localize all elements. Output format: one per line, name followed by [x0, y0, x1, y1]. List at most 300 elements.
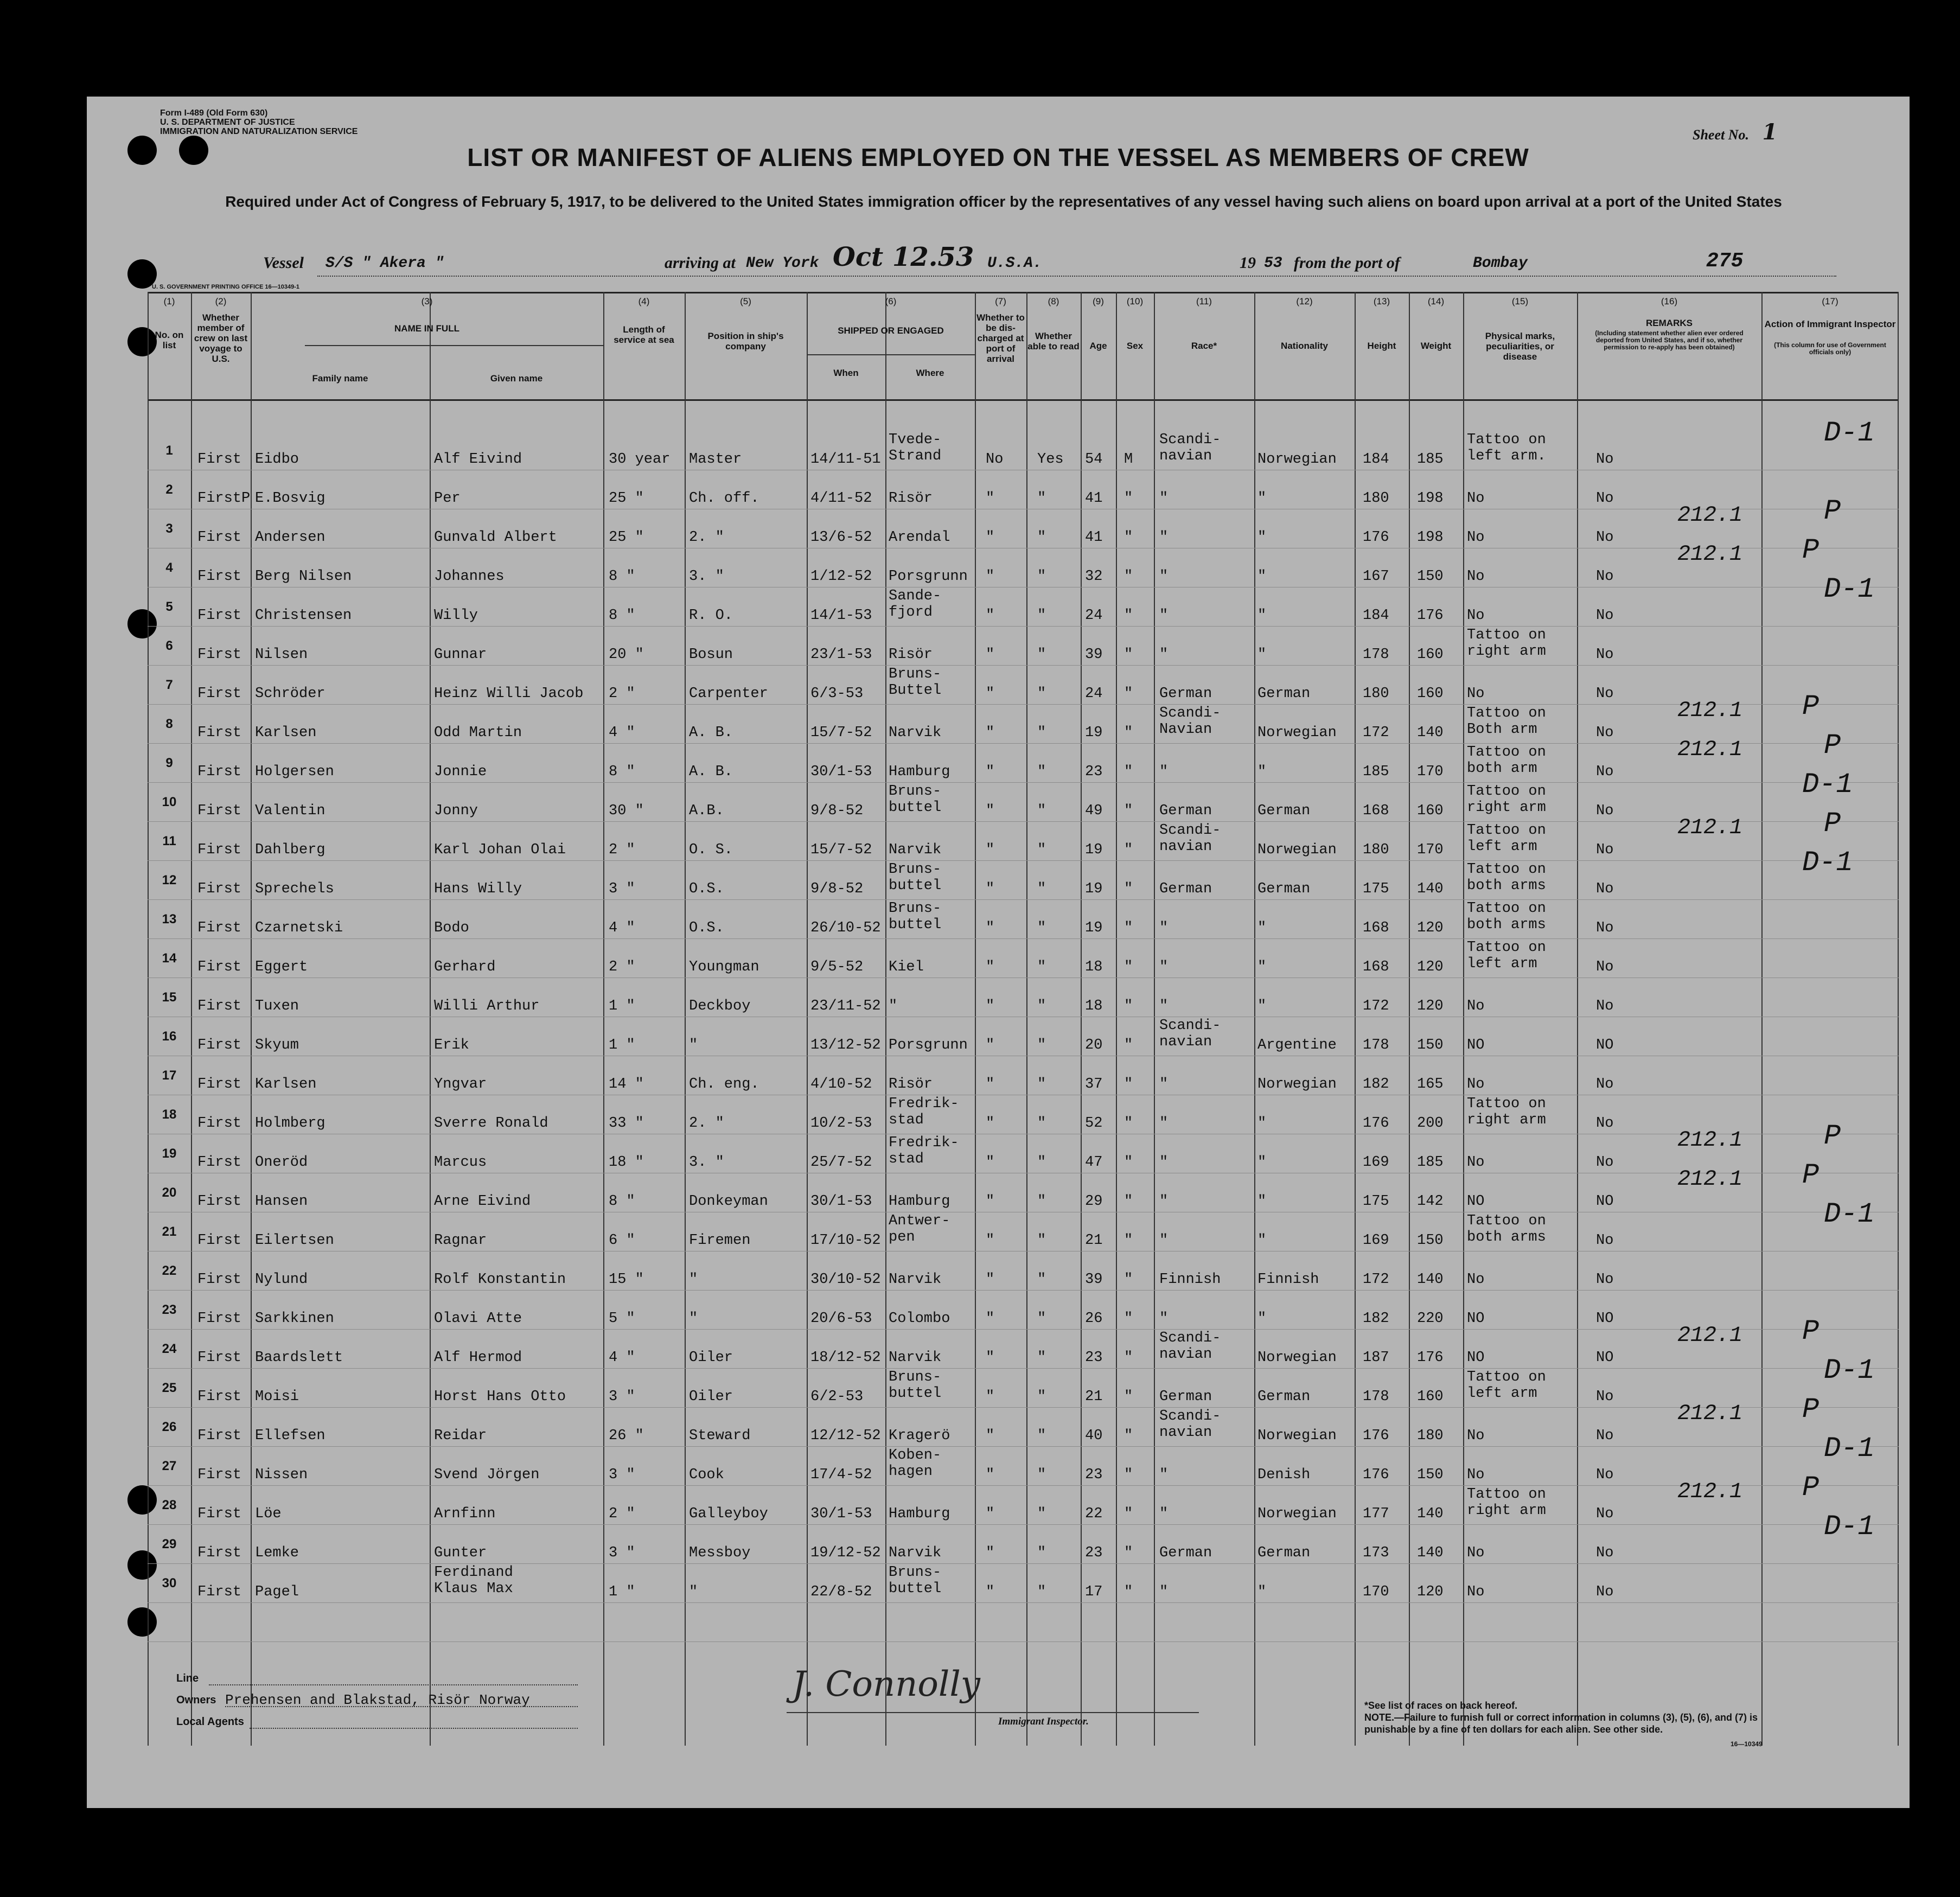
position-cell: Bosun — [689, 647, 733, 663]
family-name-cell: Karlsen — [255, 1076, 317, 1093]
age-cell: 18 — [1085, 998, 1103, 1014]
shipped-when-cell: 13/12-52 — [810, 1037, 881, 1053]
length-of-service-cell: 8 " — [609, 764, 635, 780]
height-cell: 172 — [1363, 1272, 1389, 1288]
shipped-when-cell: 19/12-52 — [810, 1545, 881, 1561]
sex-cell: " — [1124, 1389, 1133, 1405]
sheet-number — [1693, 119, 1777, 145]
shipped-when-cell: 20/6-53 — [810, 1311, 872, 1327]
table-row — [148, 1018, 1899, 1056]
family-name-cell: Sprechels — [255, 881, 334, 897]
row-rule — [148, 626, 1899, 627]
line-label: Line — [176, 1672, 199, 1684]
signature-line — [787, 1712, 1199, 1713]
last-voyage-cell: First — [197, 608, 242, 624]
form-line: U. S. DEPARTMENT OF JUSTICE — [160, 118, 295, 127]
height-cell: 172 — [1363, 998, 1389, 1014]
last-voyage-cell: First — [197, 920, 242, 936]
family-name-cell: Holgersen — [255, 764, 334, 780]
last-voyage-cell: First — [197, 686, 242, 702]
nationality-cell: " — [1257, 920, 1267, 936]
given-name-cell: Rolf Konstantin — [434, 1272, 566, 1288]
agents-label: Local Agents — [176, 1716, 244, 1728]
row-rule — [148, 1524, 1899, 1525]
header-shipped: SHIPPED OR ENGAGED — [838, 325, 944, 336]
position-cell: Cook — [689, 1467, 724, 1483]
discharged-cell: " — [986, 1272, 995, 1288]
age-cell: 23 — [1085, 1545, 1103, 1561]
last-voyage-cell: First — [197, 842, 242, 858]
height-cell: 168 — [1363, 920, 1389, 936]
remarks-code-cell: 212.1 — [1677, 1128, 1743, 1153]
row-rule — [148, 1602, 1899, 1603]
position-cell: A. B. — [689, 764, 733, 780]
family-name-cell: E.Bosvig — [255, 490, 325, 507]
age-cell: 37 — [1085, 1076, 1103, 1093]
family-name-cell: Lemke — [255, 1545, 299, 1561]
row-number: 2 — [165, 482, 173, 497]
position-cell: 2. " — [689, 529, 724, 546]
shipped-where-cell: Kiel — [889, 959, 924, 975]
able-to-read-cell: " — [1037, 998, 1046, 1014]
position-cell: " — [689, 1272, 698, 1288]
shipped-where-cell: " — [889, 998, 898, 1014]
remarks-cell: No — [1596, 451, 1614, 468]
row-rule — [148, 704, 1899, 705]
height-cell: 172 — [1363, 725, 1389, 741]
weight-cell: 220 — [1417, 1311, 1444, 1327]
able-to-read-cell: " — [1037, 881, 1046, 897]
shipped-when-cell: 23/11-52 — [810, 998, 881, 1014]
sex-cell: " — [1124, 920, 1133, 936]
discharged-cell: " — [986, 686, 995, 702]
height-cell: 167 — [1363, 569, 1389, 585]
discharged-cell: " — [986, 1115, 995, 1132]
family-name-cell: Czarnetski — [255, 920, 343, 936]
nationality-cell: German — [1257, 803, 1311, 819]
row-number: 25 — [162, 1381, 177, 1395]
row-number: 16 — [162, 1029, 177, 1044]
discharged-cell: " — [986, 608, 995, 624]
race-cell: Scandi- navian — [1159, 432, 1221, 464]
race-cell: " — [1159, 1506, 1169, 1522]
row-number: 23 — [162, 1302, 177, 1317]
height-cell: 178 — [1363, 647, 1389, 663]
age-cell: 47 — [1085, 1154, 1103, 1171]
shipped-when-cell: 30/1-53 — [810, 1506, 872, 1522]
age-cell: 19 — [1085, 842, 1103, 858]
weight-cell: 185 — [1417, 1154, 1444, 1171]
race-cell: German — [1159, 803, 1212, 819]
length-of-service-cell: 6 " — [609, 1232, 635, 1249]
age-cell: 29 — [1085, 1193, 1103, 1210]
header-race: Race* — [1191, 341, 1217, 351]
nationality-cell: German — [1257, 686, 1311, 702]
row-number: 10 — [162, 795, 177, 809]
sex-cell: " — [1124, 1467, 1133, 1483]
discharged-cell: " — [986, 1467, 995, 1483]
shipped-where-cell: Narvik — [889, 1545, 942, 1561]
shipped-where-cell: Fredrik- stad — [889, 1135, 959, 1167]
remarks-cell: NO — [1596, 1311, 1614, 1327]
year-value: 53 — [1264, 255, 1282, 272]
length-of-service-cell: 4 " — [609, 725, 635, 741]
family-name-cell: Berg Nilsen — [255, 569, 352, 585]
race-cell: " — [1159, 608, 1169, 624]
shipped-where-cell: Hamburg — [889, 764, 950, 780]
physical-marks-cell: No — [1467, 1076, 1485, 1093]
remarks-cell: No — [1596, 998, 1614, 1014]
physical-marks-cell: Tattoo on right arm — [1467, 1486, 1546, 1519]
remarks-code-cell: 212.1 — [1677, 542, 1743, 567]
discharged-cell: " — [986, 569, 995, 585]
given-name-cell: Horst Hans Otto — [434, 1389, 566, 1405]
page-subtitle: Required under Act of Congress of February 5, 1917, to be delivered to the United States immigration officer by the representatives of any vessel having such aliens on board upon arrival at a port of the United States — [225, 193, 1782, 210]
shipped-when-cell: 4/10-52 — [810, 1076, 872, 1093]
footer-line-field — [176, 1672, 578, 1685]
race-note: *See list of races on back hereof. — [1364, 1700, 1518, 1711]
column-number: (12) — [1296, 296, 1313, 306]
position-cell: Master — [689, 451, 742, 468]
length-of-service-cell: 8 " — [609, 608, 635, 624]
height-cell: 184 — [1363, 608, 1389, 624]
inspector-action-cell: D-1 — [1802, 769, 1853, 801]
remarks-cell: No — [1596, 608, 1614, 624]
length-of-service-cell: 5 " — [609, 1311, 635, 1327]
inspector-action-cell: P — [1824, 1120, 1841, 1152]
weight-cell: 150 — [1417, 1037, 1444, 1053]
weight-cell: 120 — [1417, 1584, 1444, 1600]
last-voyage-cell: First — [197, 1232, 242, 1249]
discharged-cell: No — [986, 451, 1004, 468]
length-of-service-cell: 2 " — [609, 1506, 635, 1522]
physical-marks-cell: Tattoo on left arm. — [1467, 432, 1546, 464]
last-voyage-cell: First — [197, 725, 242, 741]
header-discharged: Whether to be dis-charged at port of arrival — [976, 312, 1025, 364]
sex-cell: " — [1124, 725, 1133, 741]
physical-marks-cell: No — [1467, 1272, 1485, 1288]
nationality-cell: Norwegian — [1257, 725, 1337, 741]
weight-cell: 198 — [1417, 490, 1444, 507]
remarks-cell: No — [1596, 1232, 1614, 1249]
column-number: (16) — [1661, 296, 1678, 306]
remarks-cell: No — [1596, 920, 1614, 936]
row-number: 4 — [165, 560, 173, 575]
row-number: 9 — [165, 756, 173, 770]
vessel-underline — [317, 276, 1836, 277]
remarks-cell: No — [1596, 490, 1614, 507]
inspector-label: Immigrant Inspector. — [998, 1716, 1089, 1727]
given-name-cell: Gunnar — [434, 647, 487, 663]
sex-cell: " — [1124, 1076, 1133, 1093]
shipped-when-cell: 6/3-53 — [810, 686, 864, 702]
able-to-read-cell: " — [1037, 1545, 1046, 1561]
height-cell: 184 — [1363, 451, 1389, 468]
position-cell: Oiler — [689, 1350, 733, 1366]
given-name-cell: Karl Johan Olai — [434, 842, 566, 858]
last-voyage-cell: First — [197, 1584, 242, 1600]
row-number: 24 — [162, 1342, 177, 1356]
row-number: 14 — [162, 951, 177, 966]
nationality-cell: Norwegian — [1257, 1076, 1337, 1093]
row-number: 13 — [162, 912, 177, 927]
discharged-cell: " — [986, 881, 995, 897]
able-to-read-cell: " — [1037, 1154, 1046, 1171]
discharged-cell: " — [986, 998, 995, 1014]
length-of-service-cell: 3 " — [609, 1545, 635, 1561]
inspector-action-cell: P — [1824, 730, 1841, 762]
race-cell: German — [1159, 881, 1212, 897]
sheet-label: Sheet No. — [1693, 127, 1749, 143]
sex-cell: " — [1124, 998, 1133, 1014]
age-cell: 23 — [1085, 764, 1103, 780]
row-number: 3 — [165, 521, 173, 536]
discharged-cell: " — [986, 1389, 995, 1405]
row-rule — [148, 860, 1899, 861]
header-whether-member: Whether member of crew on last voyage to U.S. — [194, 312, 248, 364]
height-cell: 177 — [1363, 1506, 1389, 1522]
age-cell: 22 — [1085, 1506, 1103, 1522]
physical-marks-cell: Tattoo on Both arm — [1467, 705, 1546, 738]
physical-marks-cell: No — [1467, 1154, 1485, 1171]
nationality-cell: " — [1257, 764, 1267, 780]
remarks-cell: No — [1596, 1584, 1614, 1600]
column-number: (14) — [1427, 296, 1445, 306]
age-cell: 19 — [1085, 920, 1103, 936]
height-cell: 175 — [1363, 1193, 1389, 1210]
physical-marks-cell: No — [1467, 529, 1485, 546]
nationality-cell: " — [1257, 1115, 1267, 1132]
remarks-cell: No — [1596, 1545, 1614, 1561]
given-name-cell: Yngvar — [434, 1076, 487, 1093]
inspector-action-cell: P — [1802, 691, 1819, 723]
shipped-when-cell: 9/8-52 — [810, 803, 864, 819]
manifest-sheet — [87, 97, 1910, 1808]
nationality-cell: " — [1257, 608, 1267, 624]
family-name-cell: Ellefsen — [255, 1428, 325, 1444]
height-cell: 173 — [1363, 1545, 1389, 1561]
race-cell: Scandi- navian — [1159, 1018, 1221, 1050]
height-cell: 176 — [1363, 529, 1389, 546]
column-number: (3) — [421, 296, 433, 306]
nationality-cell: " — [1257, 1232, 1267, 1249]
age-cell: 23 — [1085, 1350, 1103, 1366]
remarks-cell: NO — [1596, 1193, 1614, 1210]
race-cell: " — [1159, 764, 1169, 780]
weight-cell: 200 — [1417, 1115, 1444, 1132]
physical-marks-cell: No — [1467, 686, 1485, 702]
crew-manifest-table — [148, 292, 1899, 1746]
last-voyage-cell: First — [197, 529, 242, 546]
row-rule — [148, 743, 1899, 744]
family-name-cell: Christensen — [255, 608, 352, 624]
page-title: LIST OR MANIFEST OF ALIENS EMPLOYED ON THE VESSEL AS MEMBERS OF CREW — [467, 143, 1529, 171]
sex-cell: " — [1124, 1545, 1133, 1561]
shipped-where-cell: Bruns- buttel — [889, 900, 942, 933]
remarks-cell: No — [1596, 803, 1614, 819]
physical-marks-cell: Tattoo on both arm — [1467, 744, 1546, 777]
race-cell: " — [1159, 1467, 1169, 1483]
row-number: 18 — [162, 1107, 177, 1122]
height-cell: 180 — [1363, 490, 1389, 507]
remarks-cell: No — [1596, 1272, 1614, 1288]
remarks-cell: No — [1596, 842, 1614, 858]
position-cell: Messboy — [689, 1545, 751, 1561]
shipped-when-cell: 25/7-52 — [810, 1154, 872, 1171]
inspector-signature: J. Connolly — [792, 1664, 980, 1704]
shipped-where-cell: Kragerö — [889, 1428, 950, 1444]
shipped-where-cell: Bruns- buttel — [889, 1369, 942, 1402]
race-cell: " — [1159, 920, 1169, 936]
age-cell: 40 — [1085, 1428, 1103, 1444]
length-of-service-cell: 1 " — [609, 998, 635, 1014]
shipped-when-cell: 12/12-52 — [810, 1428, 881, 1444]
race-cell: " — [1159, 529, 1169, 546]
last-voyage-cell: First — [197, 1428, 242, 1444]
header-weight: Weight — [1420, 341, 1452, 351]
footer-notes — [1364, 1700, 1798, 1735]
header-able-read: Whether able to read — [1027, 331, 1080, 352]
sex-cell: " — [1124, 1506, 1133, 1522]
header-sex: Sex — [1126, 341, 1144, 351]
name-divider — [305, 345, 603, 346]
row-number: 8 — [165, 717, 173, 731]
able-to-read-cell: " — [1037, 490, 1046, 507]
manifest-number: 275 — [1706, 250, 1744, 273]
inspector-action-cell: P — [1824, 808, 1841, 840]
able-to-read-cell: " — [1037, 1076, 1046, 1093]
remarks-cell: No — [1596, 1467, 1614, 1483]
sex-cell: " — [1124, 647, 1133, 663]
discharged-cell: " — [986, 529, 995, 546]
position-cell: " — [689, 1311, 698, 1327]
position-cell: Deckboy — [689, 998, 751, 1014]
last-voyage-cell: First — [197, 764, 242, 780]
shipped-when-cell: 4/11-52 — [810, 490, 872, 507]
inspector-action-cell: P — [1802, 1394, 1819, 1426]
discharged-cell: " — [986, 1506, 995, 1522]
discharged-cell: " — [986, 1232, 995, 1249]
row-rule — [148, 1329, 1899, 1330]
given-name-cell: Svend Jörgen — [434, 1467, 540, 1483]
shipped-where-cell: Fredrik- stad — [889, 1096, 959, 1128]
remarks-cell: No — [1596, 1506, 1614, 1522]
physical-marks-cell: Tattoo on left arm — [1467, 1369, 1546, 1402]
line-underline — [209, 1684, 578, 1685]
position-cell: O.S. — [689, 881, 724, 897]
sex-cell: " — [1124, 1428, 1133, 1444]
inspector-action-cell: D-1 — [1802, 847, 1853, 879]
row-number: 30 — [162, 1576, 177, 1591]
race-cell: " — [1159, 1154, 1169, 1171]
family-name-cell: Holmberg — [255, 1115, 325, 1132]
shipped-where-cell: Narvik — [889, 725, 942, 741]
able-to-read-cell: " — [1037, 608, 1046, 624]
given-name-cell: Gunvald Albert — [434, 529, 557, 546]
nationality-cell: German — [1257, 1389, 1311, 1405]
family-name-cell: Schröder — [255, 686, 325, 702]
age-cell: 20 — [1085, 1037, 1103, 1053]
given-name-cell: Jonnie — [434, 764, 487, 780]
weight-cell: 170 — [1417, 842, 1444, 858]
length-of-service-cell: 3 " — [609, 1467, 635, 1483]
able-to-read-cell: " — [1037, 1193, 1046, 1210]
length-of-service-cell: 18 " — [609, 1154, 644, 1171]
weight-cell: 160 — [1417, 1389, 1444, 1405]
header-when: When — [833, 368, 859, 378]
discharged-cell: " — [986, 1311, 995, 1327]
age-cell: 18 — [1085, 959, 1103, 975]
table-row — [148, 1291, 1899, 1329]
age-cell: 21 — [1085, 1232, 1103, 1249]
height-cell: 182 — [1363, 1076, 1389, 1093]
weight-cell: 185 — [1417, 451, 1444, 468]
discharged-cell: " — [986, 1428, 995, 1444]
table-row — [148, 940, 1899, 978]
physical-marks-cell: Tattoo on right arm — [1467, 627, 1546, 660]
row-number: 5 — [165, 599, 173, 614]
age-cell: 26 — [1085, 1311, 1103, 1327]
age-cell: 41 — [1085, 529, 1103, 546]
length-of-service-cell: 30 year — [609, 451, 671, 468]
inspector-action-cell: D-1 — [1824, 1433, 1875, 1465]
position-cell: O.S. — [689, 920, 724, 936]
sex-cell: " — [1124, 959, 1133, 975]
given-name-cell: Heinz Willi Jacob — [434, 686, 584, 702]
shipped-where-cell: Narvik — [889, 1272, 942, 1288]
able-to-read-cell: " — [1037, 569, 1046, 585]
given-name-cell: Hans Willy — [434, 881, 522, 897]
given-name-cell: Alf Eivind — [434, 451, 522, 468]
nationality-cell: Argentine — [1257, 1037, 1337, 1053]
shipped-where-cell: Colombo — [889, 1311, 950, 1327]
family-name-cell: Nylund — [255, 1272, 308, 1288]
family-name-cell: Dahlberg — [255, 842, 325, 858]
race-cell: German — [1159, 686, 1212, 702]
column-number: (10) — [1126, 296, 1144, 306]
sex-cell: " — [1124, 1350, 1133, 1366]
sex-cell: " — [1124, 490, 1133, 507]
able-to-read-cell: Yes — [1037, 451, 1064, 468]
nationality-cell: German — [1257, 881, 1311, 897]
remarks-cell: No — [1596, 1428, 1614, 1444]
form-line: Form I-489 (Old Form 630) — [160, 108, 268, 118]
race-cell: Scandi- navian — [1159, 1408, 1221, 1441]
nationality-cell: Denish — [1257, 1467, 1311, 1483]
race-cell: German — [1159, 1389, 1212, 1405]
discharged-cell: " — [986, 842, 995, 858]
sex-cell: " — [1124, 1193, 1133, 1210]
shipped-when-cell: 15/7-52 — [810, 842, 872, 858]
length-of-service-cell: 3 " — [609, 881, 635, 897]
header-length-service: Length of service at sea — [614, 324, 674, 345]
weight-cell: 140 — [1417, 1545, 1444, 1561]
age-cell: 54 — [1085, 451, 1103, 468]
physical-marks-cell: Tattoo on both arms — [1467, 861, 1546, 894]
given-name-cell: Johannes — [434, 569, 505, 585]
row-rule — [148, 899, 1899, 900]
shipped-divider — [807, 354, 975, 355]
height-cell: 178 — [1363, 1389, 1389, 1405]
shipped-where-cell: Bruns- buttel — [889, 1564, 942, 1597]
age-cell: 17 — [1085, 1584, 1103, 1600]
weight-cell: 165 — [1417, 1076, 1444, 1093]
length-of-service-cell: 3 " — [609, 1389, 635, 1405]
physical-marks-cell: No — [1467, 1467, 1485, 1483]
nationality-cell: Norwegian — [1257, 1428, 1337, 1444]
sex-cell: " — [1124, 881, 1133, 897]
height-cell: 168 — [1363, 959, 1389, 975]
